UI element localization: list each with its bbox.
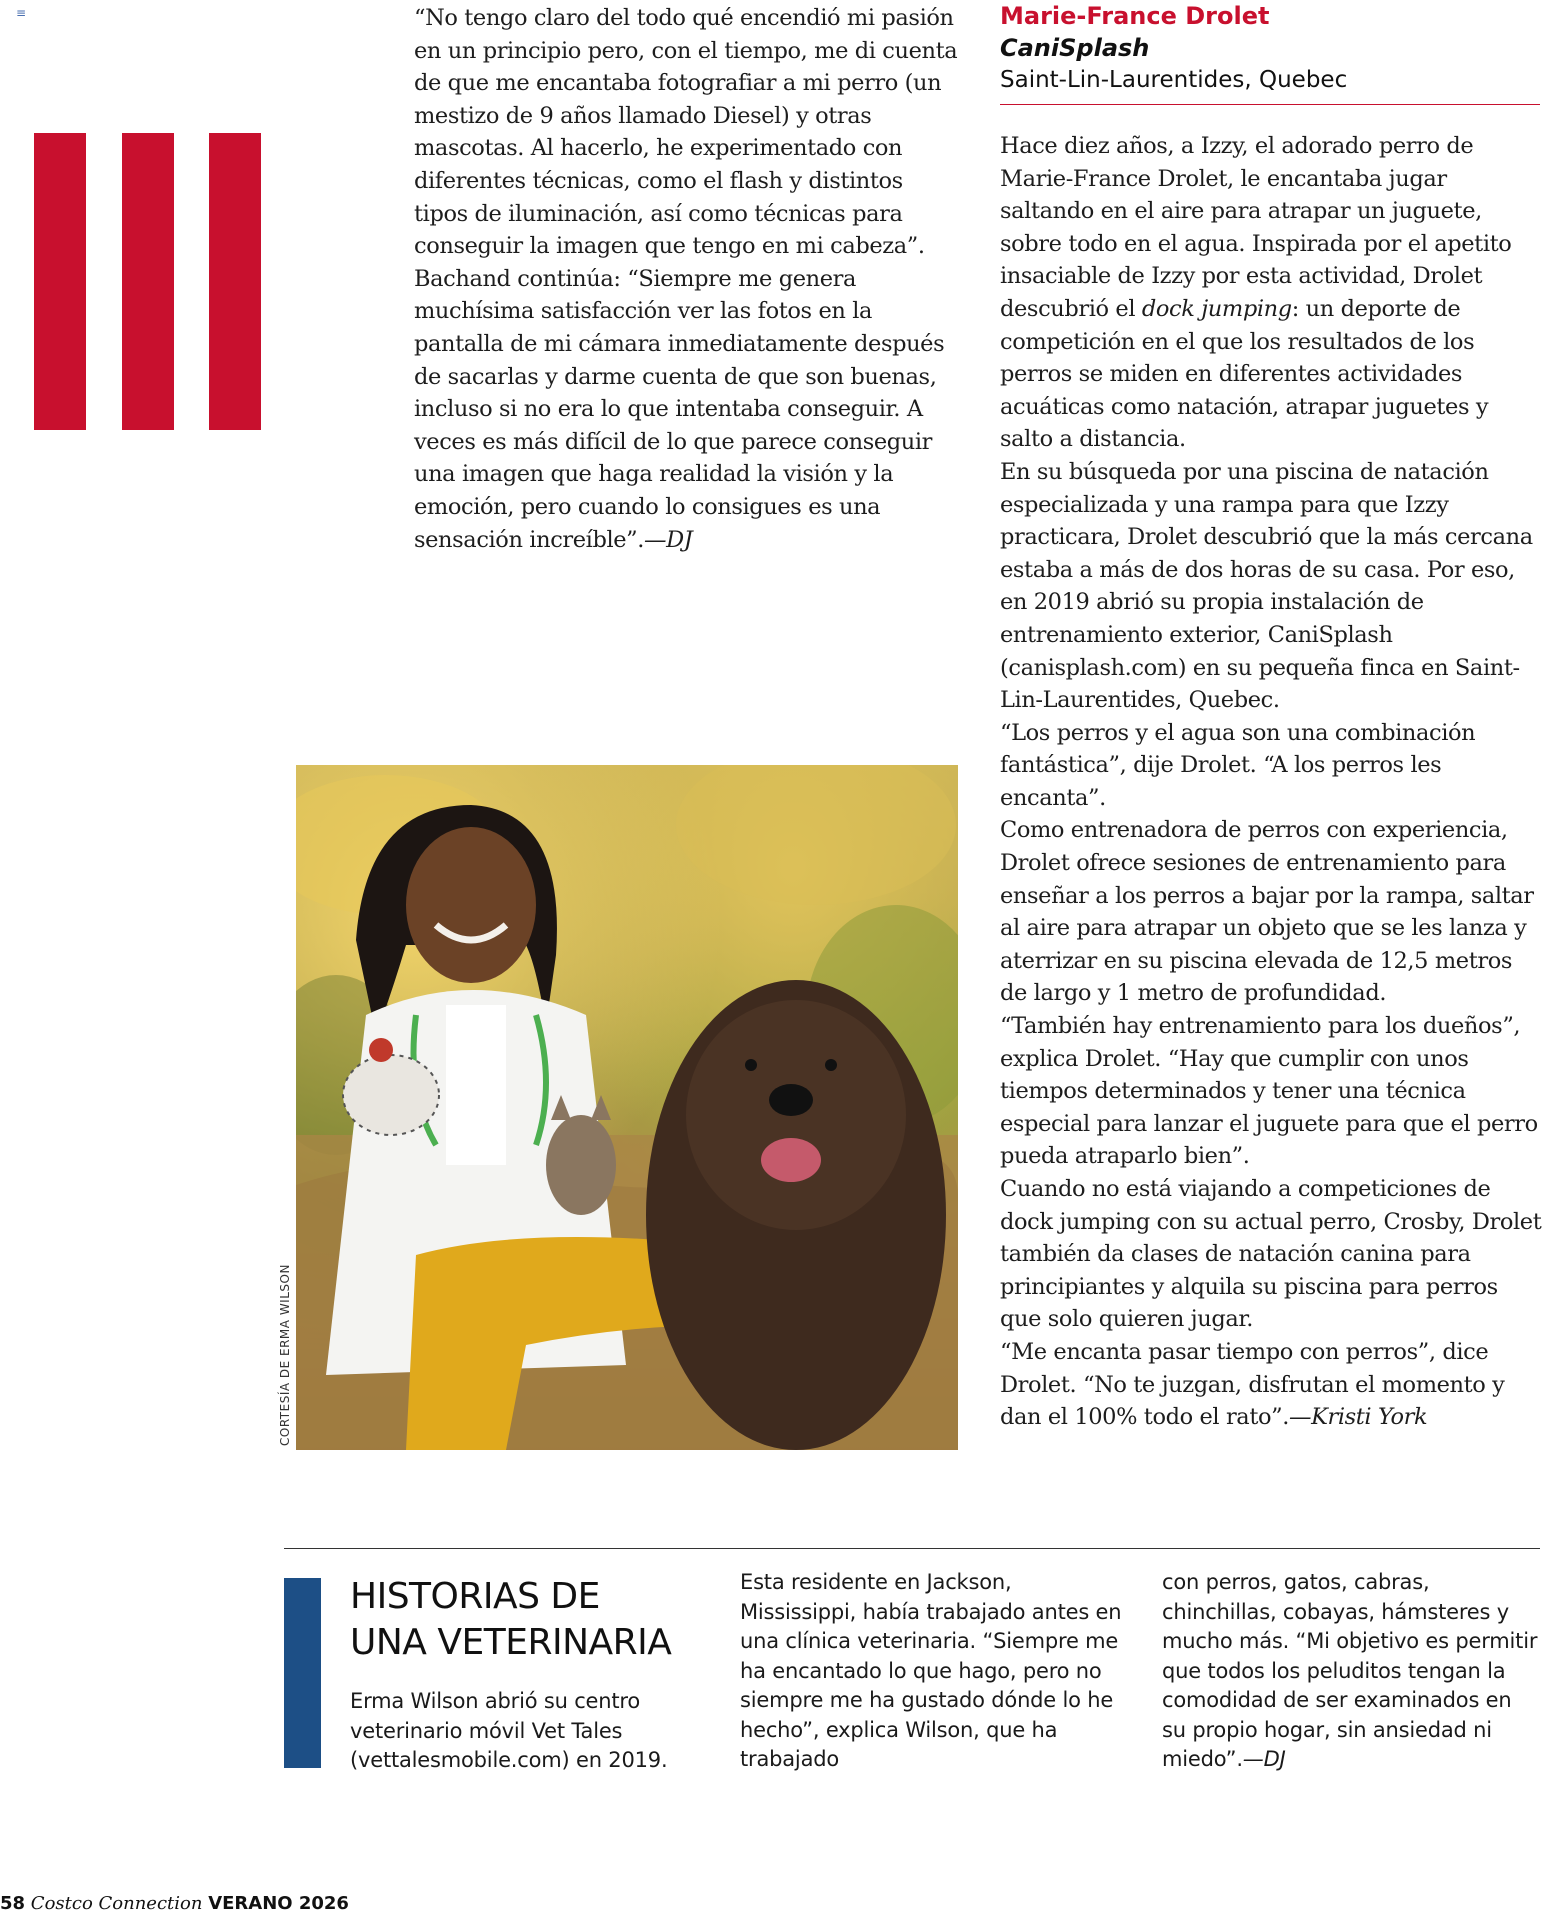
decorative-bar-1 [34,133,86,430]
profile-byline [1000,0,1540,96]
left-article-column [414,2,959,556]
sidebar-title-line-2: UNA VETERINARIA [350,1622,672,1663]
byline-rule [1000,104,1540,105]
decorative-bar-2 [122,133,174,430]
decorative-bar-3 [209,133,261,430]
photo-credit: CORTESÍA DE ERMA WILSON [278,1264,292,1446]
left-paragraph-2: Bachand continúa: “Siempre me genera muchísima satisfacción ver las fotos en la pantalla de mi cámara inmediatamente después de sacarlas y darme cuenta de que son buenas, incluso si no era lo que intentaba conseguir. A veces es más difícil de lo que parece conseguir una imagen que haga realidad la visión y la emoción, pero cuando lo consigues es una sensación increíble”.—DJ [414,265,945,553]
sidebar-column-1: Erma Wilson abrió su centro veterinario móvil Vet Tales (vettalesmobile.com) en 2019. [350,1689,668,1772]
photo-illustration [296,765,958,1450]
veterinarian-photo [296,765,958,1450]
profile-paragraph-1: Hace diez años, a Izzy, el adorado perro de Marie-France Drolet, le encantaba jugar saltando en el aire para atrapar un juguete, sobre todo en el agua. Inspirada por el apetito insaciable de Izzy por esta actividad, Drolet descubrió el dock jumping: un deporte de competición en el que los resultados de los perros se miden en diferentes actividades acuáticas como natación, atrapar juguetes y salto a distancia. [1000,133,1512,453]
sidebar-accent-bar [284,1578,321,1768]
sidebar-title-block [350,1574,730,1666]
issue-label: VERANO 2026 [208,1893,349,1914]
section-divider [284,1548,1540,1549]
profile-location: Saint-Lin-Laurentides, Quebec [1000,67,1348,93]
left-paragraph-1: “No tengo claro del todo qué encendió mi pasión en un principio pero, con el tiempo, me di cuenta de que me encantaba fotografiar a mi perro (un mestizo de 9 años llamado Diesel) y otras mascotas. Al hacerlo, he experimentado con diferentes técnicas, como el flash y distintos tipos de iluminación, así como técnicas para conseguir la imagen que tengo en mi cabeza”. [414,5,958,260]
publication-name: Costco Connection [30,1893,203,1914]
profile-signoff: —Kristi York [1288,1404,1428,1431]
profile-paragraph-3: “Los perros y el agua son una combinación fantástica”, dije Drolet. “A los perros les encanta”. [1000,719,1476,811]
profile-name: Marie-France Drolet [1000,2,1270,30]
profile-paragraph-6: Cuando no está viajando a competiciones de dock jumping con su actual perro, Crosby, Drolet también da clases de natación canina para principiantes y alquila su piscina para perros que solo quieren jugar. [1000,1176,1542,1333]
profile-paragraph-5: “También hay entrenamiento para los dueños”, explica Drolet. “Hay que cumplir con unos tiempos determinados y tener una técnica especial para lanzar el juguete para que el perro pueda atraparlo bien”. [1000,1013,1538,1170]
left-signoff: —DJ [644,526,693,553]
sidebar-signoff: —DJ [1242,1747,1286,1771]
profile-business: CaniSplash [1000,34,1150,62]
corner-mark: ≡ [16,6,27,20]
profile-paragraph-4: Como entrenadora de perros con experiencia, Drolet ofrece sesiones de entrenamiento para enseñar a los perros a bajar por la rampa, saltar al aire para atrapar un objeto que se les lanza y aterrizar en su piscina elevada de 12,5 metros de largo y 1 metro de profundidad. [1000,817,1534,1007]
sidebar-column-3: con perros, gatos, cabras, chinchillas, cobayas, hámsteres y mucho más. “Mi objetivo es permitir que todos los peluditos tengan la comodidad de ser examinados en su propio hogar, sin ansiedad ni miedo”.—DJ [1162,1570,1538,1771]
sidebar-title-line-1: HISTORIAS DE [350,1576,600,1617]
profile-paragraph-2: En su búsqueda por una piscina de natación especializada y una rampa para que Izzy practicara, Drolet descubrió que la más cercana estaba a más de dos horas de su casa. Por eso, en 2019 abrió su propia instalación de entrenamiento exterior, CaniSplash (canisplash.com) en su pequeña finca en Saint-Lin-Laurentides, Quebec. [1000,458,1533,714]
page-footer [0,1893,349,1914]
profile-article-column [1000,130,1545,1434]
page-number: 58 [0,1893,26,1914]
profile-paragraph-7: “Me encanta pasar tiempo con perros”, dice Drolet. “No te juzgan, disfrutan el momento y dan el 100% todo el rato”.—Kristi York [1000,1338,1505,1431]
sidebar-column-2: Esta residente en Jackson, Mississippi, había trabajado antes en una clínica veterinaria. “Siempre me ha encantado lo que hago, pero no siempre me ha gustado dónde lo he hecho”, explica Wilson, que ha trabajado [740,1570,1122,1771]
